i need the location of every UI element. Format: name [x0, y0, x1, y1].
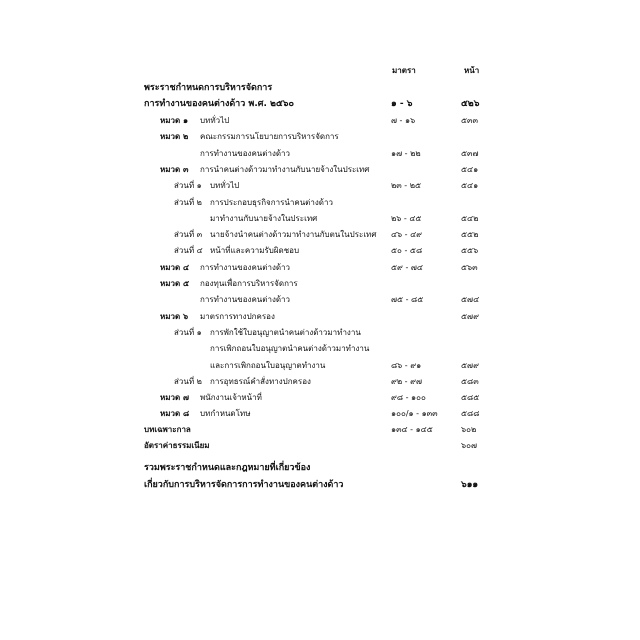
entry-label: หมวด ๕ — [160, 279, 190, 288]
entry-text: และการเพิกถอนใบอนุญาตทำงาน — [210, 361, 326, 370]
entry-text: การพักใช้ใบอนุญาตนำคนต่างด้าวมาทำงาน — [210, 328, 361, 337]
toc-entry-fee-rates — [0, 438, 640, 454]
toc-entry-ch6-part-1-cont2 — [0, 358, 640, 374]
toc-entry-chapter-5-cont — [0, 292, 640, 308]
toc-entry-transitional — [0, 422, 640, 438]
footer-page: ๖๑๑ — [461, 480, 479, 490]
entry-text: กองทุนเพื่อการบริหารจัดการ — [200, 279, 298, 288]
entry-page: ๕๓๗ — [461, 149, 479, 158]
toc-entry-chapter-7 — [0, 390, 640, 406]
toc-entry-ch6-part-2 — [0, 374, 640, 390]
entry-label: หมวด ๖ — [160, 312, 189, 321]
entry-page: ๕๕๒ — [461, 230, 479, 239]
toc-entry-chapter-4 — [0, 260, 640, 276]
entry-page: ๕๗๔ — [461, 295, 480, 304]
entry-label: ส่วนที่ ๒ — [174, 198, 202, 207]
entry-page: ๕๔๒ — [461, 214, 479, 223]
entry-page: ๕๔๑ — [461, 181, 479, 190]
entry-page: ๕๘๓ — [461, 377, 479, 386]
entry-page: ๕๔๑ — [461, 165, 479, 174]
title-line-2 — [0, 96, 640, 112]
entry-label: ส่วนที่ ๑ — [174, 328, 202, 337]
entry-text: การประกอบธุรกิจการนำคนต่างด้าว — [210, 198, 333, 207]
page-column-header: หน้า — [464, 66, 480, 75]
entry-page: ๕๕๖ — [461, 246, 479, 255]
entry-text: มาทำงานกับนายจ้างในประเทศ — [210, 214, 318, 223]
entry-text: อัตราค่าธรรมเนียม — [144, 441, 210, 450]
entry-articles: ๘๖ - ๙๑ — [391, 361, 422, 370]
toc-entry-ch3-part-4 — [0, 243, 640, 259]
toc-entry-chapter-8 — [0, 406, 640, 422]
toc-entry-chapter-3 — [0, 162, 640, 178]
entry-articles: ๑๗ - ๒๒ — [391, 149, 421, 158]
entry-articles: ๙๘ - ๑๐๐ — [391, 393, 426, 402]
toc-entry-chapter-2 — [0, 129, 640, 145]
entry-text: การอุทธรณ์คำสั่งทางปกครอง — [210, 377, 311, 386]
entry-text: มาตรการทางปกครอง — [200, 312, 275, 321]
entry-articles: ๕๐ - ๕๘ — [391, 246, 423, 255]
articles-column-header: มาตรา — [392, 66, 416, 75]
title-page: ๕๒๖ — [461, 99, 480, 109]
entry-articles: ๔๖ - ๔๙ — [391, 230, 423, 239]
entry-label: ส่วนที่ ๔ — [174, 246, 203, 255]
toc-entry-ch3-part-1 — [0, 178, 640, 194]
column-header-row — [0, 63, 640, 79]
toc-entry-chapter-6 — [0, 309, 640, 325]
entry-label: ส่วนที่ ๓ — [174, 230, 203, 239]
toc-entry-ch6-part-1-cont — [0, 341, 640, 357]
entry-page: ๕๖๓ — [461, 263, 478, 272]
entry-label: ส่วนที่ ๒ — [174, 377, 202, 386]
entry-text: นายจ้างนำคนต่างด้าวมาทำงานกับตนในประเทศ — [210, 230, 377, 239]
title-text: การทำงานของคนต่างด้าว พ.ศ. ๒๕๖๐ — [144, 99, 294, 109]
entry-text: บทกำหนดโทษ — [200, 409, 251, 418]
entry-text: การทำงานของคนต่างด้าว — [200, 263, 291, 272]
entry-page: ๕๘๘ — [461, 409, 480, 418]
entry-text: หน้าที่และความรับผิดชอบ — [210, 246, 300, 255]
footer-text: เกี่ยวกับการบริหารจัดการการทำงานของคนต่างด้าว — [144, 480, 344, 490]
entry-page: ๕๘๕ — [461, 393, 480, 402]
entry-label: หมวด ๓ — [160, 165, 189, 174]
entry-page: ๖๐๗ — [461, 441, 477, 450]
entry-label: ส่วนที่ ๑ — [174, 181, 202, 190]
toc-entry-ch6-part-1 — [0, 325, 640, 341]
footer-text: รวมพระราชกำหนดและกฎหมายที่เกี่ยวข้อง — [144, 463, 311, 473]
entry-articles: ๒๓ - ๒๕ — [391, 181, 422, 190]
entry-label: หมวด ๑ — [160, 116, 189, 125]
entry-text: การนำคนต่างด้าวมาทำงานกับนายจ้างในประเทศ — [200, 165, 370, 174]
entry-articles: ๗ - ๑๖ — [391, 116, 416, 125]
entry-text: คณะกรรมการนโยบายการบริหารจัดการ — [200, 132, 339, 141]
toc-entry-chapter-2-cont — [0, 146, 640, 162]
entry-articles: ๑๓๔ - ๑๔๕ — [391, 425, 433, 434]
toc-entry-chapter-1 — [0, 113, 640, 129]
entry-label: หมวด ๘ — [160, 409, 190, 418]
toc-entry-chapter-5 — [0, 276, 640, 292]
entry-label: หมวด ๔ — [160, 263, 190, 272]
entry-text: การเพิกถอนใบอนุญาตนำคนต่างด้าวมาทำงาน — [210, 344, 370, 353]
entry-articles: ๙๒ - ๙๗ — [391, 377, 422, 386]
entry-articles: ๑๐๐/๑ - ๑๓๓ — [391, 409, 438, 418]
entry-articles: ๗๕ - ๘๕ — [391, 295, 424, 304]
entry-text: บททั่วไป — [210, 181, 240, 190]
toc-entry-ch3-part-2 — [0, 195, 640, 211]
entry-articles: ๕๙ - ๗๔ — [391, 263, 423, 272]
entry-label: หมวด ๗ — [160, 393, 190, 402]
entry-text: การทำงานของคนต่างด้าว — [200, 295, 291, 304]
title-articles: ๑ - ๖ — [391, 99, 413, 109]
entry-text: การทำงานของคนต่างด้าว — [200, 149, 291, 158]
footer-line-1 — [0, 460, 640, 476]
entry-page: ๕๗๙ — [461, 312, 479, 321]
entry-label: หมวด ๒ — [160, 132, 189, 141]
footer-line-2 — [0, 477, 640, 493]
toc-entry-ch3-part-2-cont — [0, 211, 640, 227]
entry-page: ๕๓๓ — [461, 116, 478, 125]
entry-page: ๖๐๒ — [461, 425, 477, 434]
entry-text: บทเฉพาะกาล — [144, 425, 191, 434]
title-text: พระราชกำหนดการบริหารจัดการ — [144, 83, 273, 93]
title-line-1 — [0, 80, 640, 96]
entry-articles: ๒๖ - ๔๕ — [391, 214, 422, 223]
entry-text: พนักงานเจ้าหน้าที่ — [200, 393, 262, 402]
entry-page: ๕๗๙ — [461, 361, 479, 370]
toc-entry-ch3-part-3 — [0, 227, 640, 243]
entry-text: บททั่วไป — [200, 116, 230, 125]
